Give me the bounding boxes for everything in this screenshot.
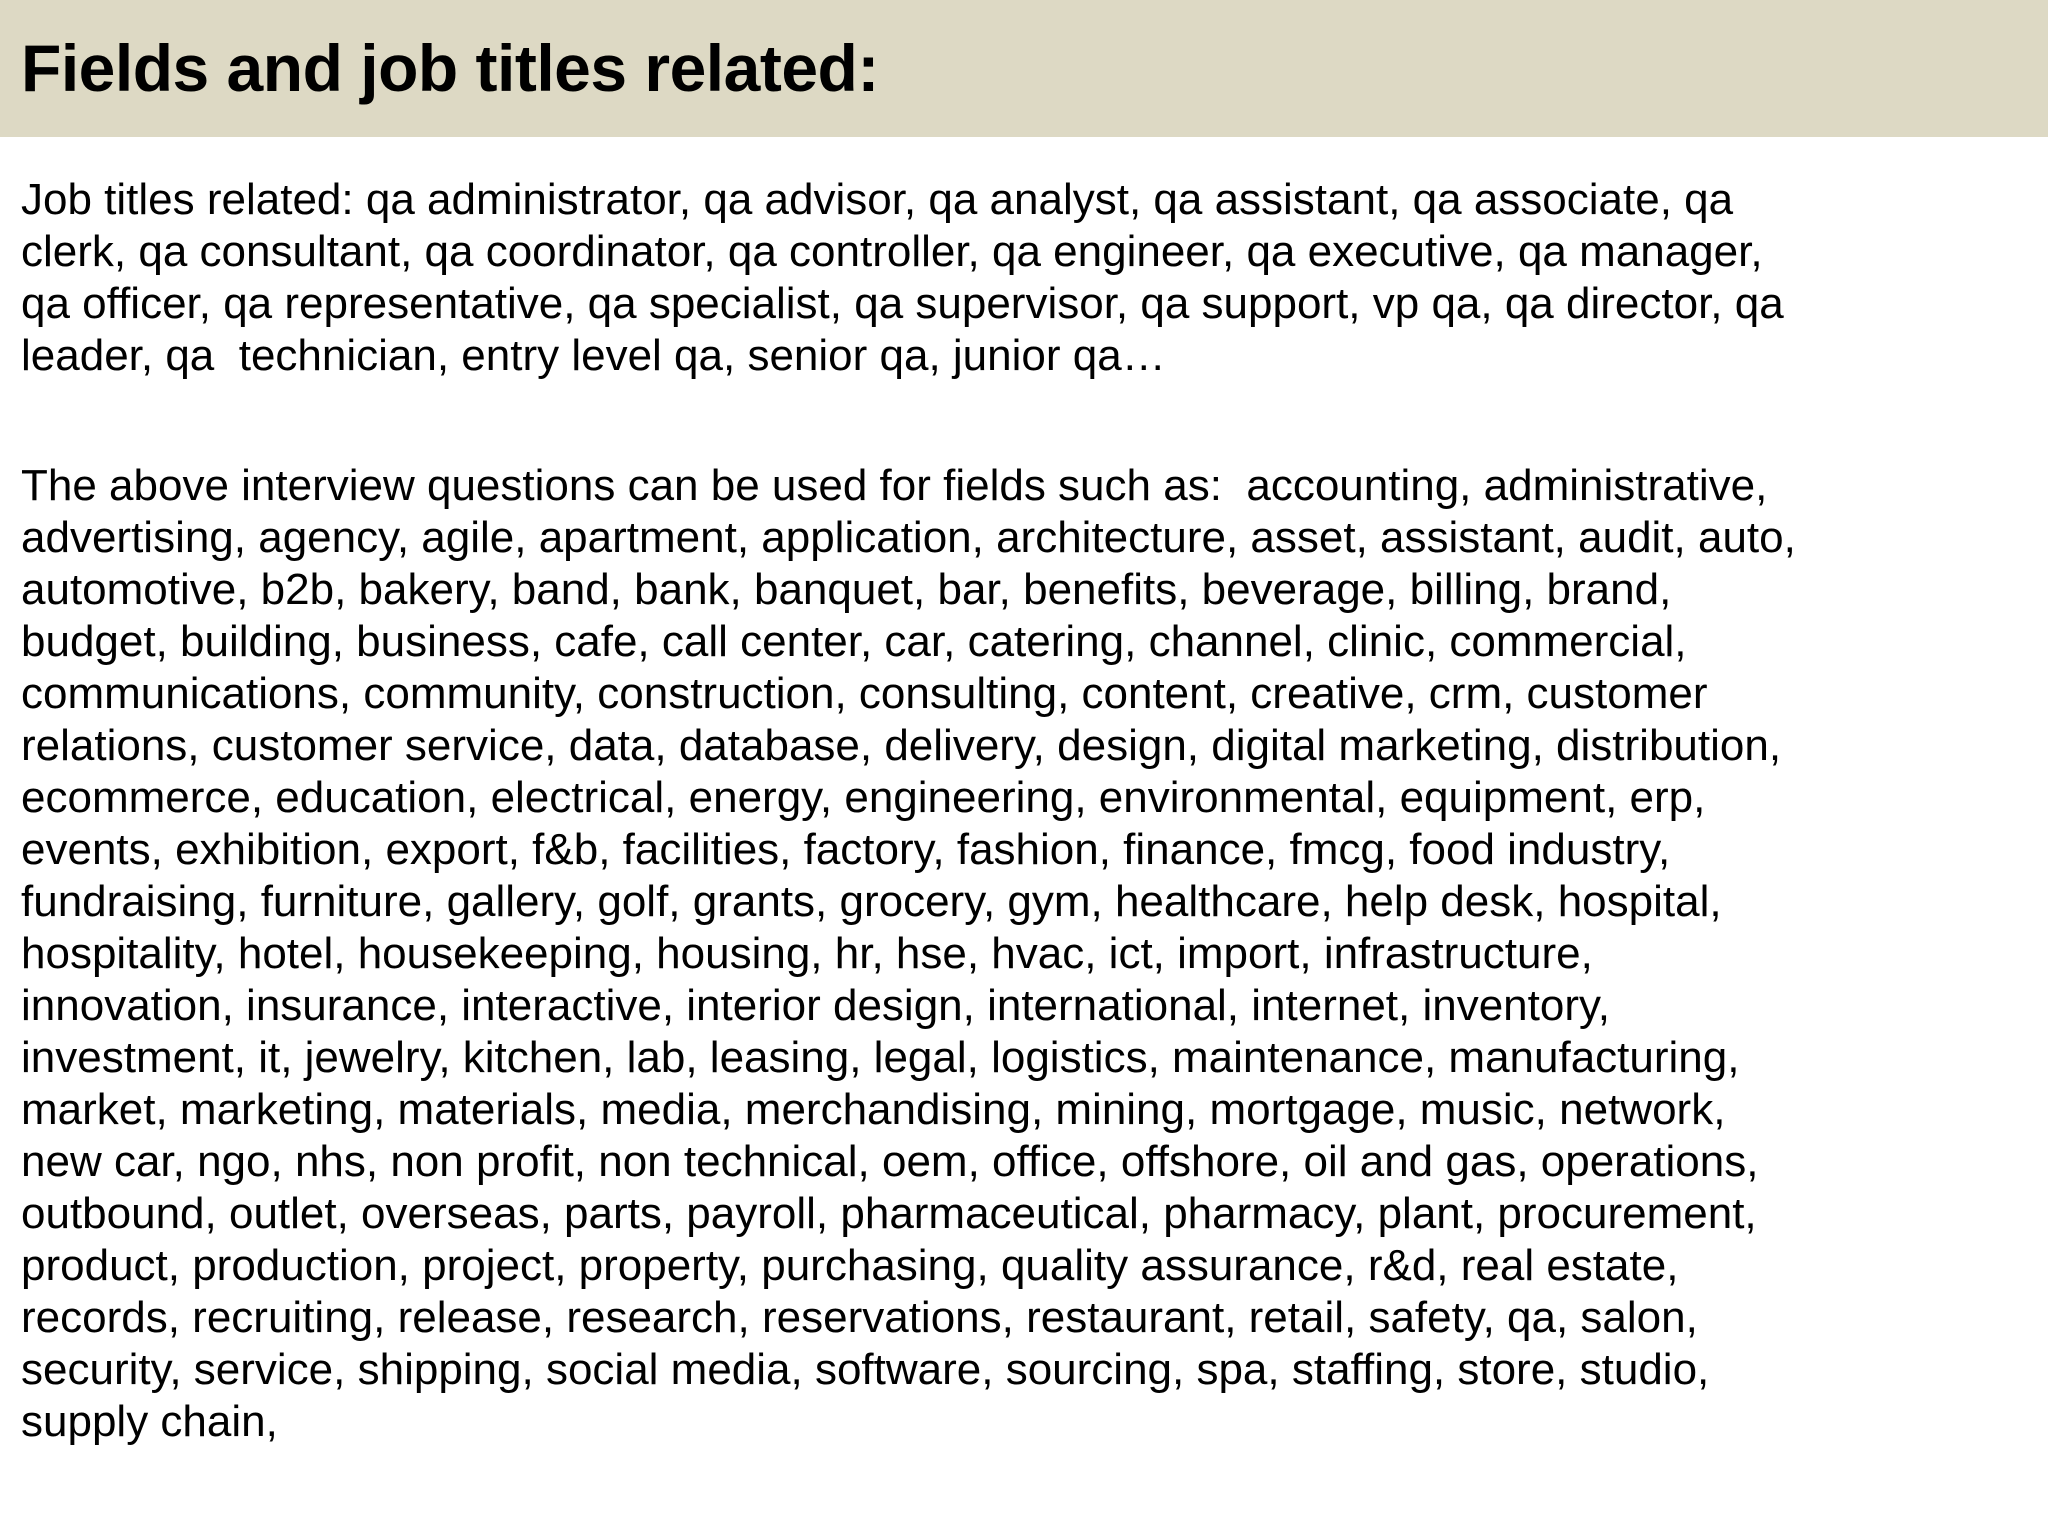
job-titles-line: leader, qa technician, entry level qa, senior qa, junior qa… (21, 331, 1166, 380)
job-titles-paragraph (21, 174, 2031, 382)
title-bar (0, 0, 2048, 137)
fields-line: hospitality, hotel, housekeeping, housing, hr, hse, hvac, ict, import, infrastructure, (21, 929, 1593, 978)
fields-line: product, production, project, property, purchasing, quality assurance, r&d, real estate, (21, 1241, 1679, 1290)
job-titles-line: qa officer, qa representative, qa specialist, qa supervisor, qa support, vp qa, qa director, qa (21, 279, 1784, 328)
job-titles-line: clerk, qa consultant, qa coordinator, qa controller, qa engineer, qa executive, qa manager, (21, 227, 1763, 276)
fields-line: relations, customer service, data, database, delivery, design, digital marketing, distribution, (21, 721, 1782, 770)
slide-content (21, 174, 2031, 1448)
job-titles-line: Job titles related: qa administrator, qa advisor, qa analyst, qa assistant, qa associate, qa (21, 175, 1734, 224)
fields-line: records, recruiting, release, research, reservations, restaurant, retail, safety, qa, salon, (21, 1293, 1698, 1342)
fields-line: The above interview questions can be used for fields such as: accounting, administrative, (21, 461, 1768, 510)
fields-line: security, service, shipping, social media, software, sourcing, spa, staffing, store, studio, (21, 1345, 1710, 1394)
fields-line: new car, ngo, nhs, non profit, non technical, oem, office, offshore, oil and gas, operations, (21, 1137, 1759, 1186)
fields-line: supply chain, (21, 1397, 278, 1446)
fields-line: advertising, agency, agile, apartment, application, architecture, asset, assistant, audit, auto, (21, 513, 1796, 562)
fields-paragraph (21, 460, 2031, 1448)
fields-line: fundraising, furniture, gallery, golf, grants, grocery, gym, healthcare, help desk, hospital, (21, 877, 1722, 926)
fields-line: automotive, b2b, bakery, band, bank, banquet, bar, benefits, beverage, billing, brand, (21, 565, 1672, 614)
fields-line: ecommerce, education, electrical, energy, engineering, environmental, equipment, erp, (21, 773, 1706, 822)
fields-line: events, exhibition, export, f&b, facilities, factory, fashion, finance, fmcg, food industry, (21, 825, 1671, 874)
paragraph-gap (21, 382, 2031, 460)
fields-line: communications, community, construction, consulting, content, creative, crm, customer (21, 669, 1708, 718)
fields-line: outbound, outlet, overseas, parts, payroll, pharmaceutical, pharmacy, plant, procurement, (21, 1189, 1757, 1238)
fields-line: innovation, insurance, interactive, interior design, international, internet, inventory, (21, 981, 1610, 1030)
fields-line: market, marketing, materials, media, merchandising, mining, mortgage, music, network, (21, 1085, 1726, 1134)
slide-title: Fields and job titles related: (21, 31, 879, 105)
fields-line: investment, it, jewelry, kitchen, lab, leasing, legal, logistics, maintenance, manufacturing, (21, 1033, 1740, 1082)
fields-line: budget, building, business, cafe, call center, car, catering, channel, clinic, commercial, (21, 617, 1687, 666)
